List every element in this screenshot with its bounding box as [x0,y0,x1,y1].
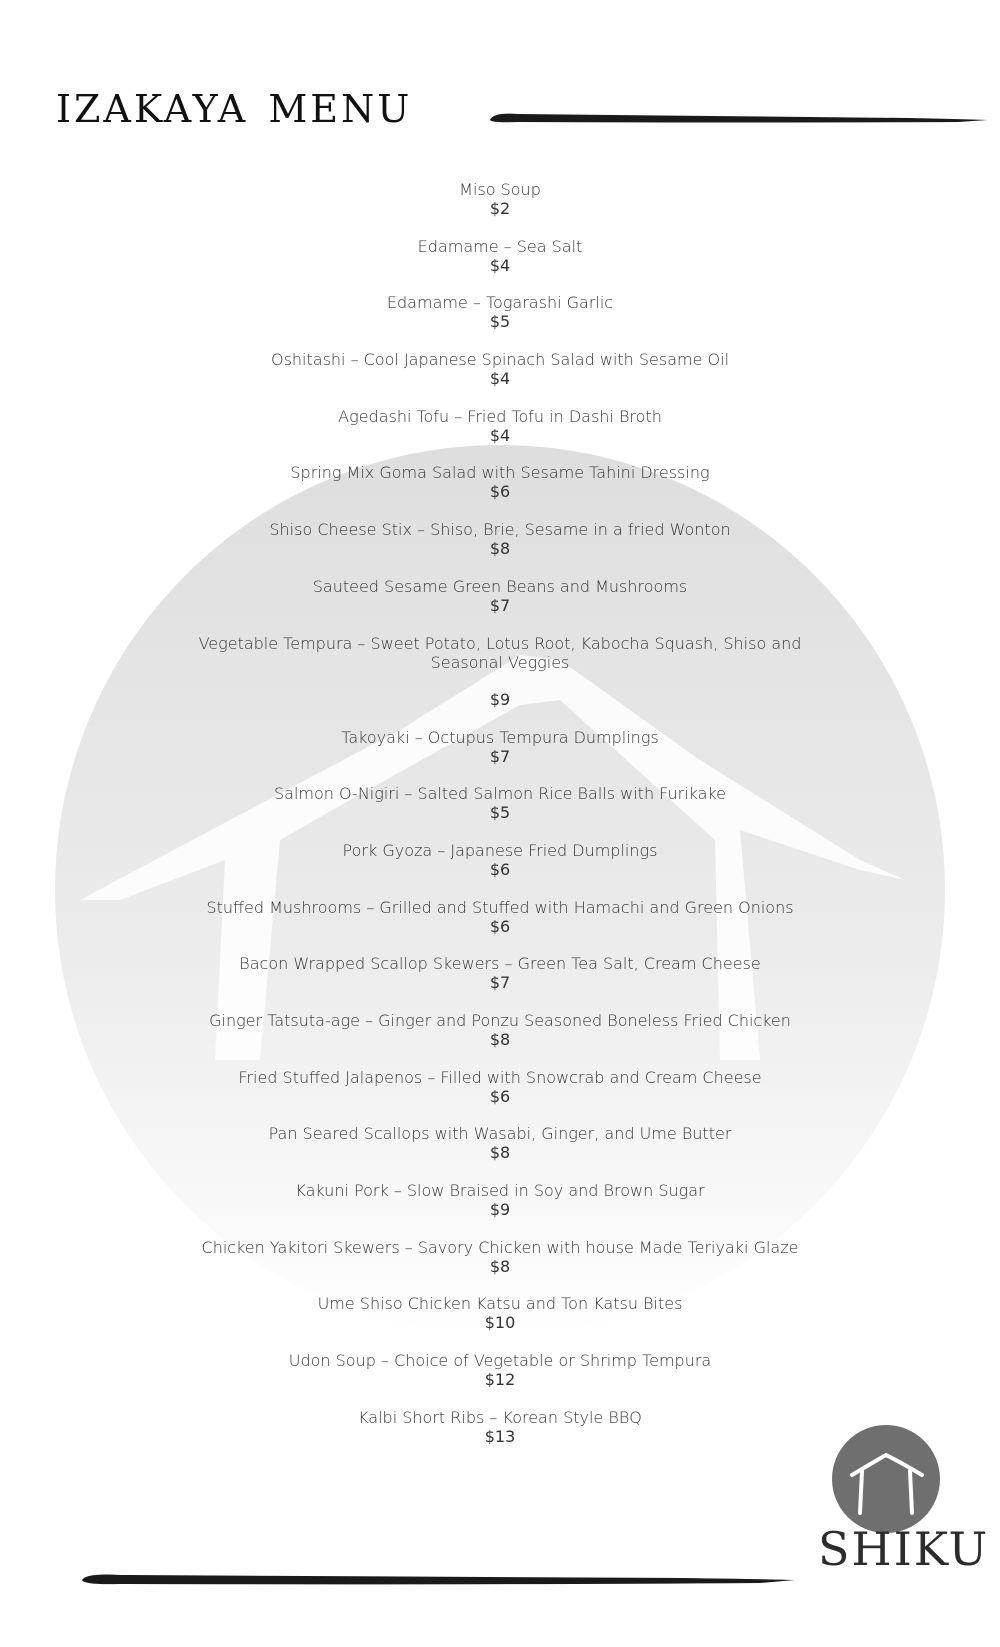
list-item [0,1294,1000,1351]
item-name: Bacon Wrapped Scallop Skewers – Green Tea Salt, Cream Cheese [239,954,761,974]
item-price: $6 [489,916,511,936]
page-title: izakaya menu [56,72,413,135]
list-item [0,1011,1000,1068]
list-item [0,784,1000,841]
item-name: Kakuni Pork – Slow Braised in Soy and Brown Sugar [295,1181,705,1200]
item-name: Takoyaki – Octupus Tempura Dumplings [341,727,659,747]
brand-name: SHIKU [818,1522,990,1576]
item-price: $8 [489,1143,511,1163]
item-price: $5 [489,312,511,332]
item-name: Fried Stuffed Jalapenos – Filled with Snowcrab and Cream Cheese [238,1067,762,1087]
item-name: Miso Soup [459,180,541,199]
item-name: Agedashi Tofu – Fried Tofu in Dashi Broth [338,406,662,426]
item-name: Edamame – Sea Salt [417,236,583,256]
item-price: $8 [489,1256,511,1276]
list-item [0,1124,1000,1181]
item-name: Shiso Cheese Stix – Shiso, Brie, Sesame in a fried Wonton [269,520,731,540]
item-name: Udon Soup – Choice of Vegetable or Shrimp Tempura [288,1351,712,1371]
brush-stroke-divider [488,106,993,126]
list-item [0,407,1000,464]
list-item [0,898,1000,955]
item-price: $13 [484,1426,516,1446]
item-name: Oshitashi – Cool Japanese Spinach Salad with Sesame Oil [270,350,730,370]
item-price: $6 [489,482,511,502]
list-item [0,293,1000,350]
item-price: $6 [489,1086,511,1106]
item-name: Chicken Yakitori Skewers – Savory Chicken with house Made Teriyaki Glaze [201,1237,799,1257]
list-item [0,350,1000,407]
list-item [0,577,1000,634]
item-name: Ume Shiso Chicken Katsu and Ton Katsu Bites [317,1294,683,1314]
item-price: $4 [489,425,511,445]
item-name: Sauteed Sesame Green Beans and Mushrooms [312,576,688,596]
list-item [0,728,1000,785]
item-name: Kalbi Short Ribs – Korean Style BBQ [358,1407,642,1427]
list-item [0,1181,1000,1238]
list-item [0,1351,1000,1408]
item-name: Spring Mix Goma Salad with Sesame Tahini Dressing [290,463,710,483]
item-name: Edamame – Togarashi Garlic [386,293,614,313]
item-name: Pan Seared Scallops with Wasabi, Ginger, and Ume Butter [268,1124,732,1144]
item-name: Salmon O-Nigiri – Salted Salmon Rice Balls with Furikake [274,784,726,804]
item-price: $7 [489,973,511,993]
list-item [0,841,1000,898]
item-price: $9 [489,1200,511,1219]
list-item [0,1238,1000,1295]
item-price: $6 [489,859,511,879]
item-price: $10 [484,1313,516,1333]
item-price: $12 [484,1370,516,1390]
item-price: $4 [489,255,511,275]
list-item [0,180,1000,237]
list-item [0,520,1000,577]
item-price: $8 [489,1029,511,1049]
item-price: $8 [489,539,511,559]
list-item [0,634,1000,728]
list-item [0,237,1000,294]
list-item [0,954,1000,1011]
item-price: $2 [489,199,511,218]
item-name: Ginger Tatsuta-age – Ginger and Ponzu Seasoned Boneless Fried Chicken [209,1010,791,1030]
item-name: Vegetable Tempura – Sweet Potato, Lotus Root, Kabocha Squash, Shiso and Seasonal Veggies [198,633,802,672]
list-item [0,1068,1000,1125]
item-price: $5 [489,803,511,823]
item-price: $7 [489,595,511,615]
item-name: Stuffed Mushrooms – Grilled and Stuffed with Hamachi and Green Onions [206,897,794,917]
item-price: $9 [489,689,511,709]
bottom-brush-stroke [80,1570,800,1588]
shiku-logo-icon [832,1425,940,1533]
menu-items-list [0,180,1000,1464]
item-name: Pork Gyoza – Japanese Fried Dumplings [342,840,658,860]
list-item [0,463,1000,520]
item-price: $4 [489,369,511,389]
item-price: $7 [489,746,511,766]
